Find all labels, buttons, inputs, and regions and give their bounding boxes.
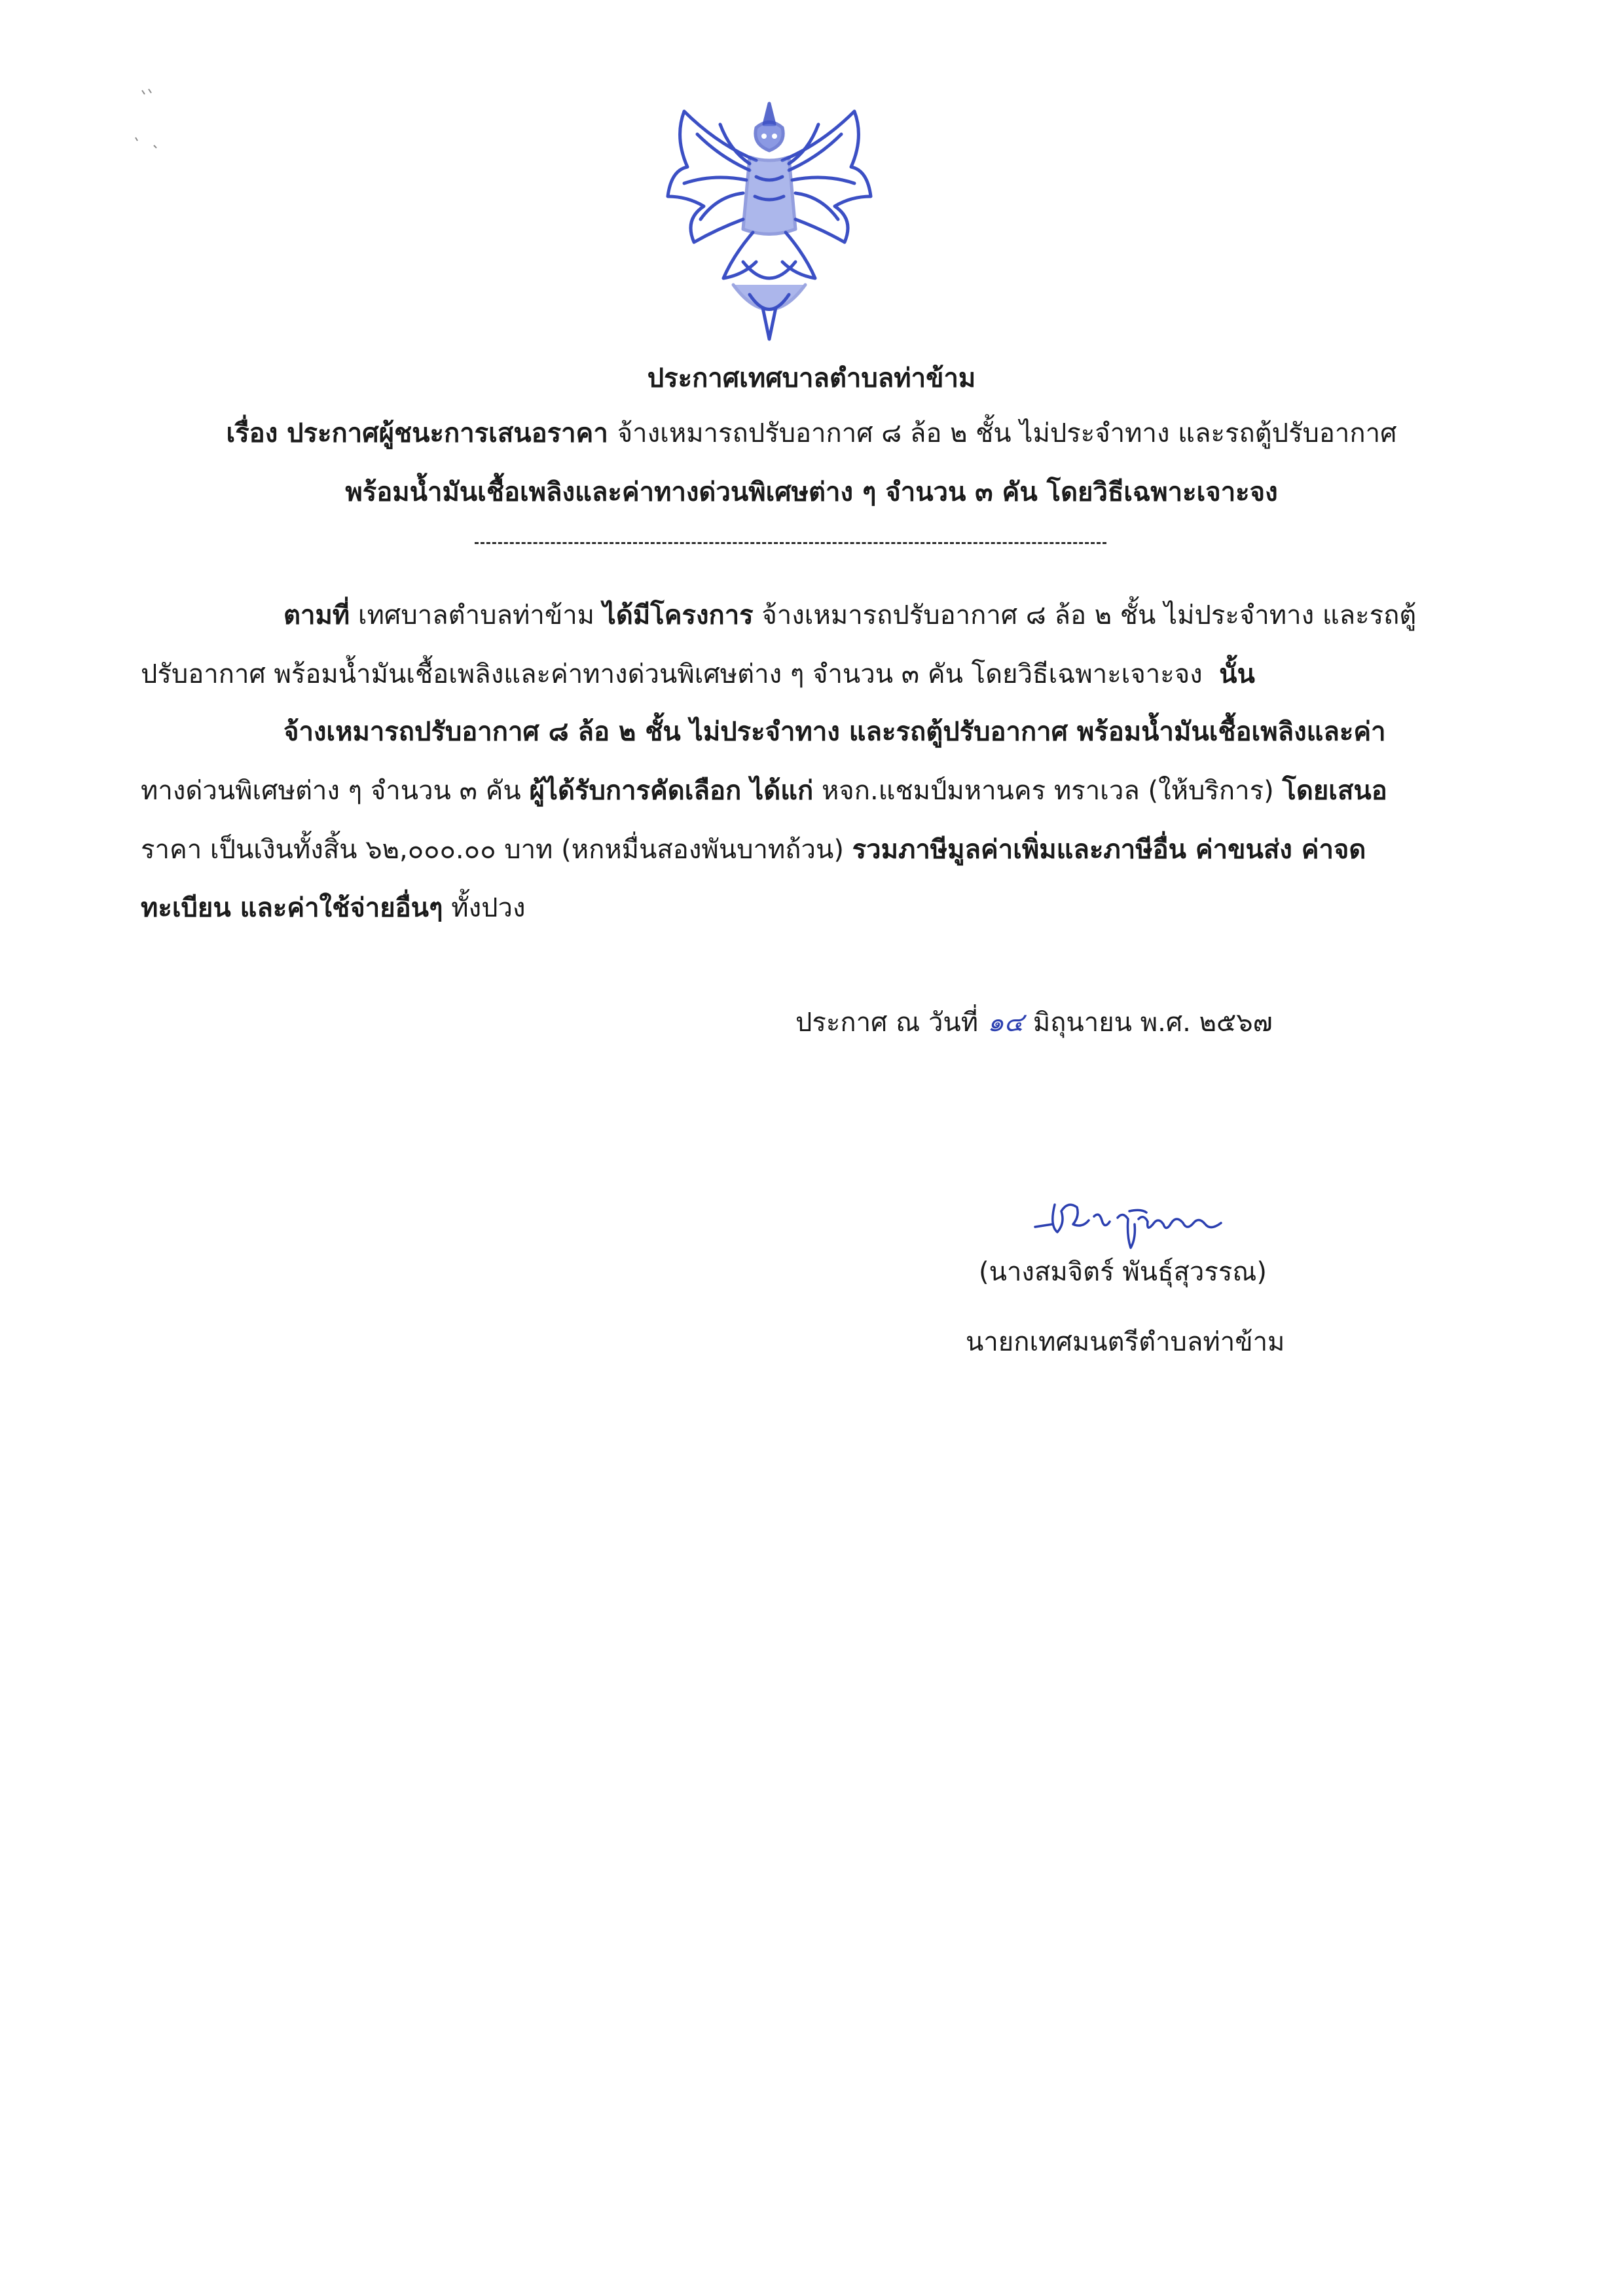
announcement-date <box>795 1006 1273 1039</box>
text: ๖๒,๐๐๐.๐๐ บาท (หกหมื่นสองพันบาทถ้วน) <box>365 835 844 865</box>
text-bold: นั้น <box>1219 659 1255 689</box>
date-prefix: ประกาศ ณ วันที่ <box>795 1008 979 1038</box>
paragraph-2-line-1 <box>283 716 1386 748</box>
signatory-position: นายกเทศมนตรีตำบลท่าข้าม <box>966 1327 1285 1357</box>
subject-text: จ้างเหมารถปรับอากาศ ๘ ล้อ ๒ ชั้น ไม่ประจำทาง และรถตู้ปรับอากาศ <box>617 418 1397 448</box>
text-bold: รวมภาษีมูลค่าเพิ่มและภาษีอื่น ค่าขนส่ง ค่าจด <box>852 835 1366 865</box>
paragraph-1-line-2 <box>141 658 1255 691</box>
text: ทางด่วนพิเศษต่าง ๆ จำนวน ๓ คัน <box>141 776 521 806</box>
paragraph-1-line-1 <box>283 599 1416 632</box>
subject-line-2: พร้อมน้ำมันเชื้อเพลิงและค่าทางด่วนพิเศษต่าง ๆ จำนวน ๓ คัน โดยวิธีเฉพาะเจาะจง <box>345 477 1278 507</box>
issuer-heading: ประกาศเทศบาลตำบลท่าข้าม <box>647 363 976 393</box>
paragraph-2-line-3 <box>141 833 1366 866</box>
garuda-emblem-icon <box>658 98 881 344</box>
text-bold: ได้มีโครงการ <box>602 600 754 630</box>
text: ราคา เป็นเงินทั้งสิ้น <box>141 835 357 865</box>
text-bold: ทะเบียน และค่าใช้จ่ายอื่นๆ <box>141 893 443 923</box>
text-bold: ตามที่ <box>283 600 350 630</box>
paragraph-2-line-2 <box>141 774 1387 807</box>
date-day-handwritten: ๑๔ <box>987 1008 1024 1038</box>
subject-label: เรื่อง ประกาศผู้ชนะการเสนอราคา <box>226 418 608 448</box>
text-bold: ผู้ได้รับการคัดเลือก ได้แก่ <box>529 776 814 806</box>
text-bold: จ้างเหมารถปรับอากาศ ๘ ล้อ ๒ ชั้น ไม่ประจำทาง และรถตู้ปรับอากาศ พร้อมน้ำมันเชื้อเพลิงและค่า <box>283 717 1386 747</box>
text: จ้างเหมารถปรับอากาศ ๘ ล้อ ๒ ชั้น ไม่ประจำทาง และรถตู้ <box>761 600 1417 630</box>
text: ปรับอากาศ พร้อมน้ำมันเชื้อเพลิงและค่าทางด่วนพิเศษต่าง ๆ จำนวน ๓ คัน โดยวิธีเฉพาะเจาะจง <box>141 659 1203 689</box>
paragraph-2-line-4 <box>141 892 525 924</box>
handwritten-signature <box>1031 1185 1234 1257</box>
text-bold: โดยเสนอ <box>1282 776 1387 806</box>
text: ทั้งปวง <box>451 893 526 923</box>
subject-line-1 <box>0 417 1623 450</box>
text: หจก.แชมป์มหานคร ทราเวล (ให้บริการ) <box>821 776 1274 806</box>
date-month-year: มิถุนายน พ.ศ. ๒๕๖๗ <box>1032 1008 1273 1038</box>
divider <box>475 542 1106 544</box>
scan-specks <box>134 79 173 151</box>
text: เทศบาลตำบลท่าข้าม <box>357 600 595 630</box>
signatory-name: (นางสมจิตร์ พันธุ์สุวรรณ) <box>979 1257 1267 1287</box>
